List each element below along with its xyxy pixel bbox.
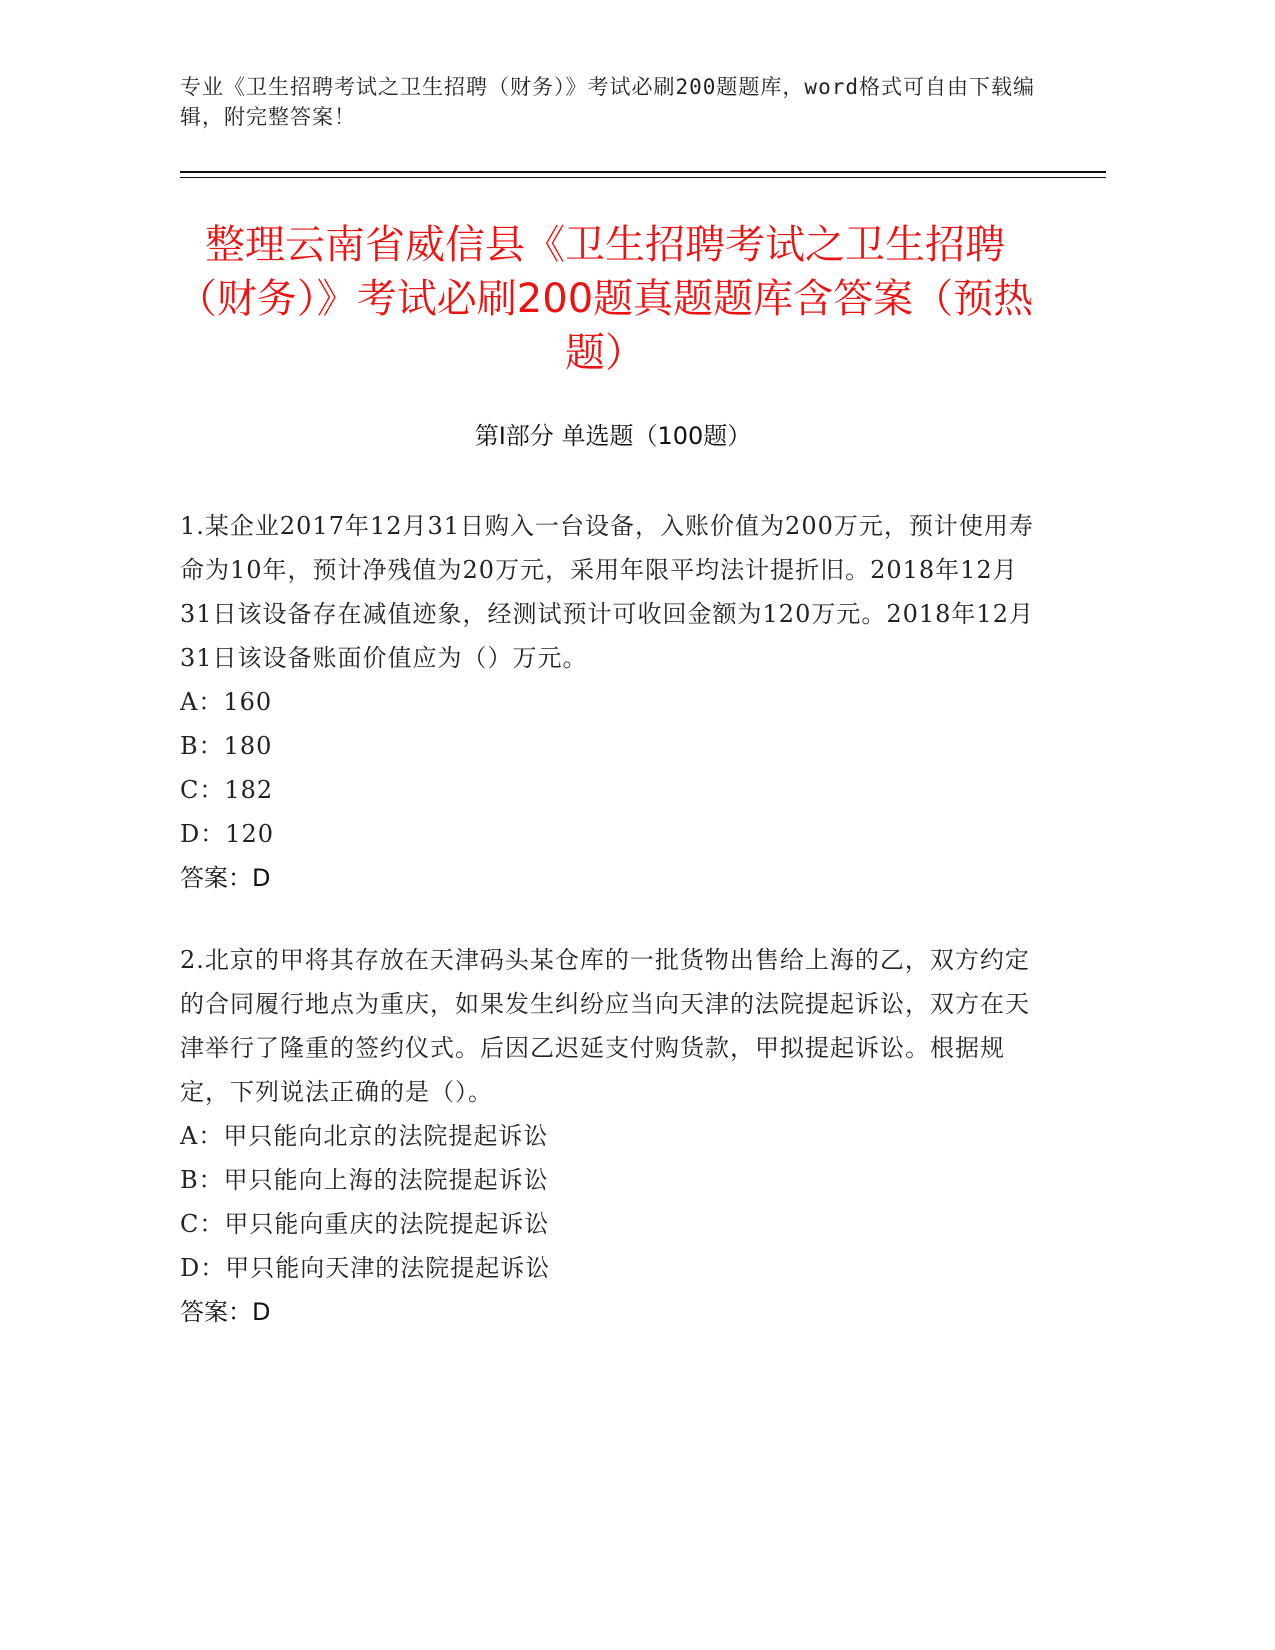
section-title: 第Ⅰ部分 单选题（100题）	[474, 422, 752, 450]
option-a: A：甲只能向北京的法院提起诉讼	[180, 1122, 549, 1150]
document-title: 整理云南省威信县《卫生招聘考试之卫生招聘（财务）》考试必刷200题真题题库含答案（预热题）	[176, 222, 1034, 376]
question-stem: 2.北京的甲将其存放在天津码头某仓库的一批货物出售给上海的乙，双方约定的合同履行地点为重庆，如果发生纠纷应当向天津的法院提起诉讼，双方在天津举行了隆重的签约仪式。后因乙迟延支付购货款，甲拟提起诉讼。根据规定，下列说法正确的是（）。	[180, 946, 1030, 1106]
option-c: C：182	[180, 776, 274, 804]
option-a: A：160	[180, 688, 273, 716]
header-rule-thick	[180, 171, 1106, 173]
question-stem: 1.某企业2017年12月31日购入一台设备，入账价值为200万元，预计使用寿命为10年，预计净残值为20万元，采用年限平均法计提折旧。2018年12月31日该设备存在减值迹象，经测试预计可收回金额为120万元。2018年12月31日该设备账面价值应为（）万元。	[180, 512, 1034, 672]
question-2	[180, 938, 1050, 1334]
option-b: B：180	[180, 732, 273, 760]
answer: 答案：D	[180, 1298, 271, 1326]
question-1	[180, 504, 1050, 900]
answer: 答案：D	[180, 864, 271, 892]
option-c: C：甲只能向重庆的法院提起诉讼	[180, 1210, 550, 1238]
option-d: D：120	[180, 820, 275, 848]
option-d: D：甲只能向天津的法院提起诉讼	[180, 1254, 551, 1282]
option-b: B：甲只能向上海的法院提起诉讼	[180, 1166, 549, 1194]
header-note: 专业《卫生招聘考试之卫生招聘（财务）》考试必刷200题题库，word格式可自由下载编辑，附完整答案！	[180, 75, 1035, 129]
header-rule-thin	[180, 177, 1106, 178]
